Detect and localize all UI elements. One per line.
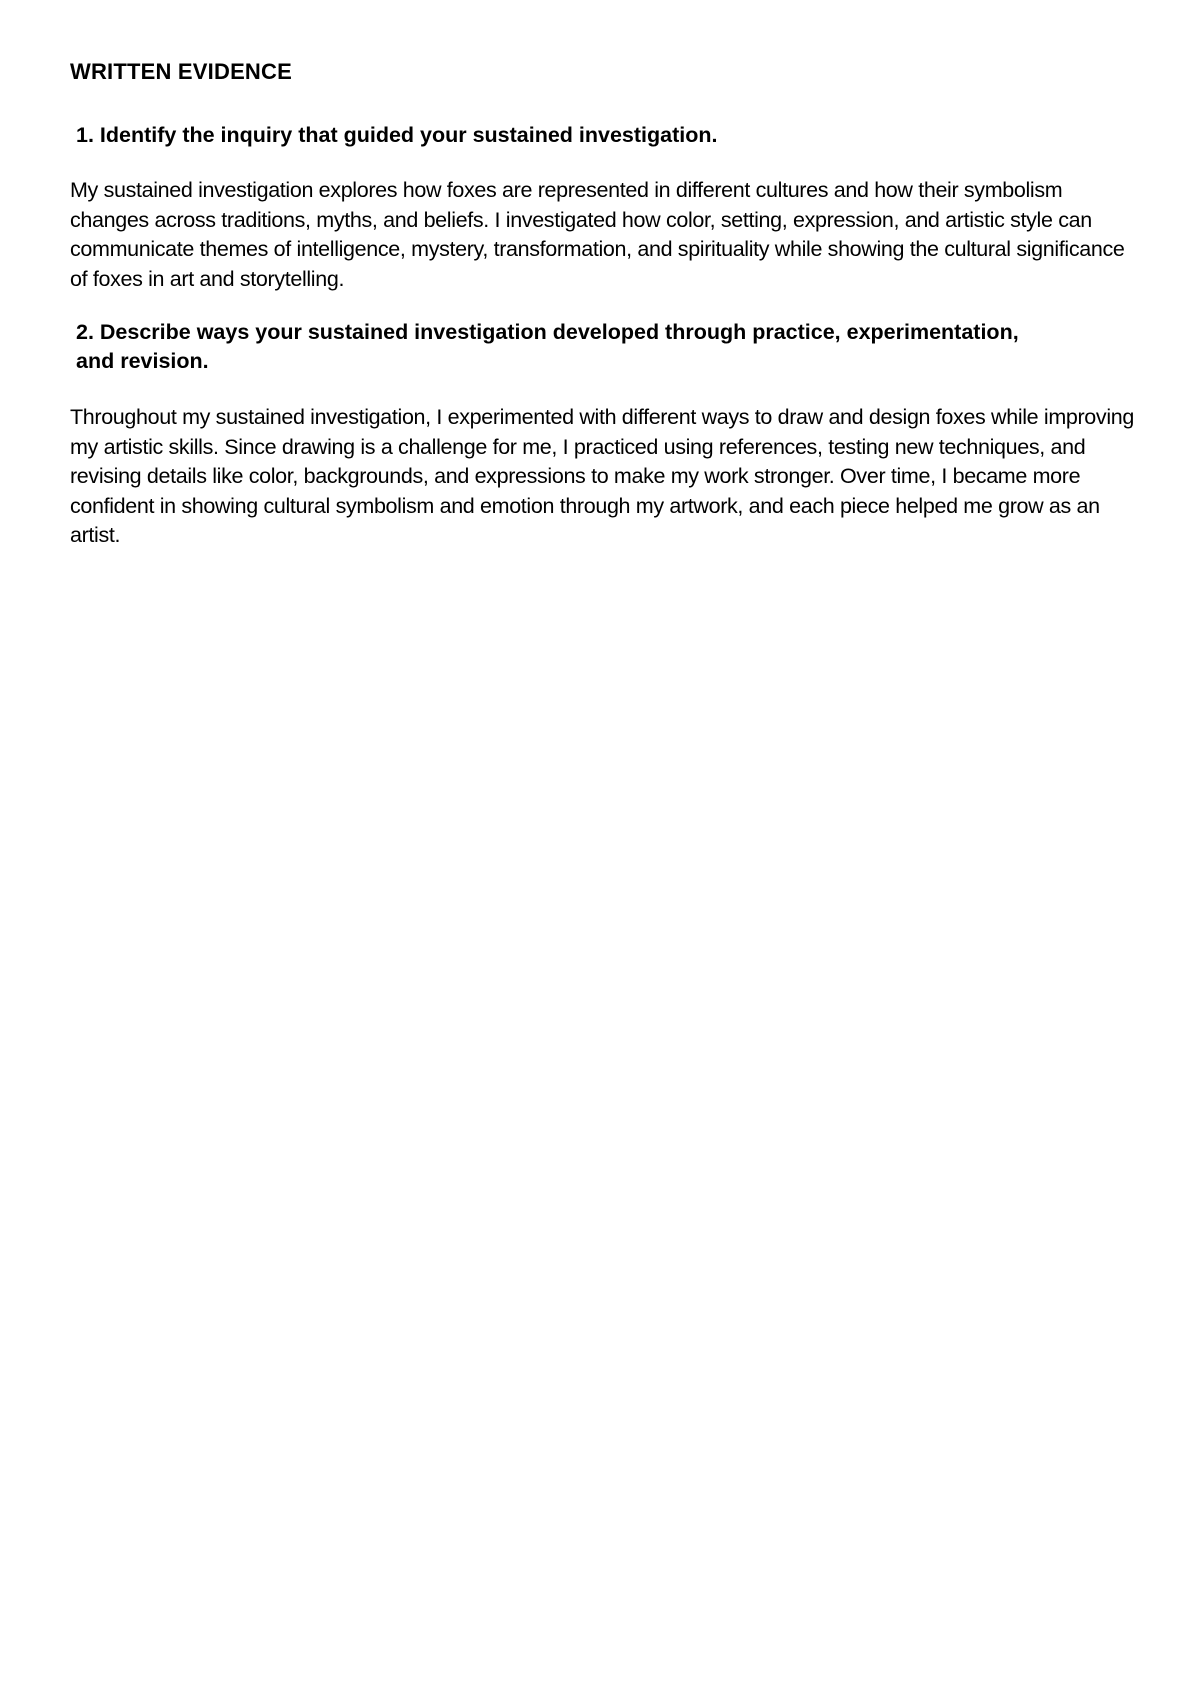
question-1-heading: 1. Identify the inquiry that guided your sustained investigation. xyxy=(76,123,718,147)
answer-2-paragraph: Throughout my sustained investigation, I experimented with different ways to draw and design foxes while improving my artistic skills. Since drawing is a challenge for me, I practiced using references, testing new techniques, and revising details like color, backgrounds, and expressions to make my work stronger. Over time, I became more confident in showing cultural symbolism and emotion through my artwork, and each piece helped me grow as an artist. xyxy=(70,405,1134,547)
answer-1-paragraph: My sustained investigation explores how foxes are represented in different cultures and how their symbolism changes across traditions, myths, and beliefs. I investigated how color, setting, expression, and artistic style can communicate themes of intelligence, mystery, transformation, and spirituality while showing the cultural significance of foxes in art and storytelling. xyxy=(70,178,1125,291)
document-title: WRITTEN EVIDENCE xyxy=(70,59,292,84)
question-2-heading: 2. Describe ways your sustained investigation developed through practice, experimentation, and revision. xyxy=(76,320,1019,373)
